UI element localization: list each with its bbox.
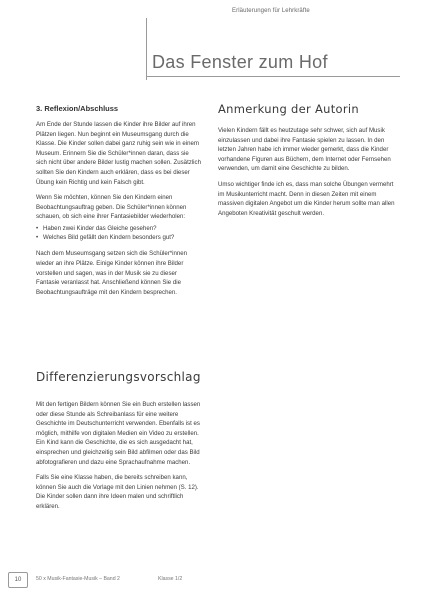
author-note-title: Anmerkung der Autorin: [218, 102, 359, 116]
header-tag: Erläuterungen für Lehrkräfte: [232, 8, 310, 14]
reflection-paragraph-1: Am Ende der Stunde lassen die Kinder ihre Bilder auf ihren Plätzen liegen. Nun beginnt ein Museumsgang durch die Klasse. Die Kinder sollen dabei ganz ruhig sein wie in einem Museum. Erinnern Sie die Schüler*innen daran, dass sie sich nicht über andere Bilder lustig machen sollen. Zusätzlich sollten Sie den Kindern auch erklären, dass es bei dieser Übung kein Richtig und kein Falsch gibt.: [36, 121, 201, 186]
observation-question: • Welches Bild gefällt den Kindern besonders gut?: [36, 233, 201, 242]
differentiation-section: [36, 370, 201, 518]
observation-question: • Haben zwei Kinder das Gleiche gesehen?: [36, 224, 201, 233]
reflection-section: [36, 104, 201, 303]
author-note-section: [218, 104, 398, 224]
reflection-paragraph-3: Nach dem Museumsgang setzen sich die Schüler*innen wieder an ihre Plätze. Einige Kinder können ihre Bilder vorstellen und sagen, was in der Musik sie zu dieser Fantasie veranlasst hat. Anschließend können Sie die Beobachtungsaufträge mit den Kindern besprechen.: [36, 250, 188, 296]
differentiation-paragraph-1: Mit den fertigen Bildern können Sie ein Buch erstellen lassen oder diese Stunde als Schreibanlass für eine weitere Geschichte im Deutschunterricht verwenden. Ebenfalls ist es möglich, mithilfe von digitalen Medien ein Video zu erstellen. Ein Kind kann die Geschichte, die es sich ausgedacht hat, einsprechen und gleichzeitig sein Bild abfilmen oder das Bild abfotografieren und dazu eine Sprachaufnahme machen.: [36, 401, 201, 466]
reflection-paragraph-2: Wenn Sie möchten, können Sie den Kindern einen Beobachtungsauftrag geben. Die Schüler*innen können schauen, ob sich eine ihrer Fantasiebilder wiederholen:: [36, 194, 187, 221]
publication-title: 50 x Musik-Fantasie-Musik – Band 2: [36, 576, 120, 582]
observation-questions: [36, 224, 201, 242]
differentiation-paragraph-2: Falls Sie eine Klasse haben, die bereits schreiben kann, können Sie auch die Vorlage mit den Linien nehmen (S. 12). Die Kinder sollen dann ihre Ideen malen und schriftlich erklären.: [36, 474, 199, 510]
reflection-heading: 3. Reflexion/Abschluss: [36, 104, 119, 113]
differentiation-title: Differenzierungsvorschlag: [36, 370, 201, 384]
page-title: Das Fenster zum Hof: [152, 52, 328, 72]
author-note-paragraph-2: Umso wichtiger finde ich es, dass man solche Übungen vermehrt im Musikunterricht macht. Denn in diesen Zeiten mit einem massiven digitalen Angebot um die Kinder herum sollte man allen Angeboten Kreativität geschult werden.: [218, 180, 395, 217]
class-label: Klasse 1/2: [158, 576, 183, 582]
header-horizontal-rule: [146, 76, 400, 77]
author-note-paragraph-1: Vielen Kindern fällt es heutzutage sehr schwer, sich auf Musik einzulassen und dabei ihre Fantasie spielen zu lassen. In den letzten Jahren habe ich immer wieder gemerkt, dass die Kinder vorhandene Figuren aus Büchern, dem Internet oder Fernsehen verwenden, um damit eine Geschichte zu bilden.: [218, 127, 391, 173]
page-number: 10: [8, 572, 28, 588]
header-vertical-rule: [146, 18, 147, 80]
